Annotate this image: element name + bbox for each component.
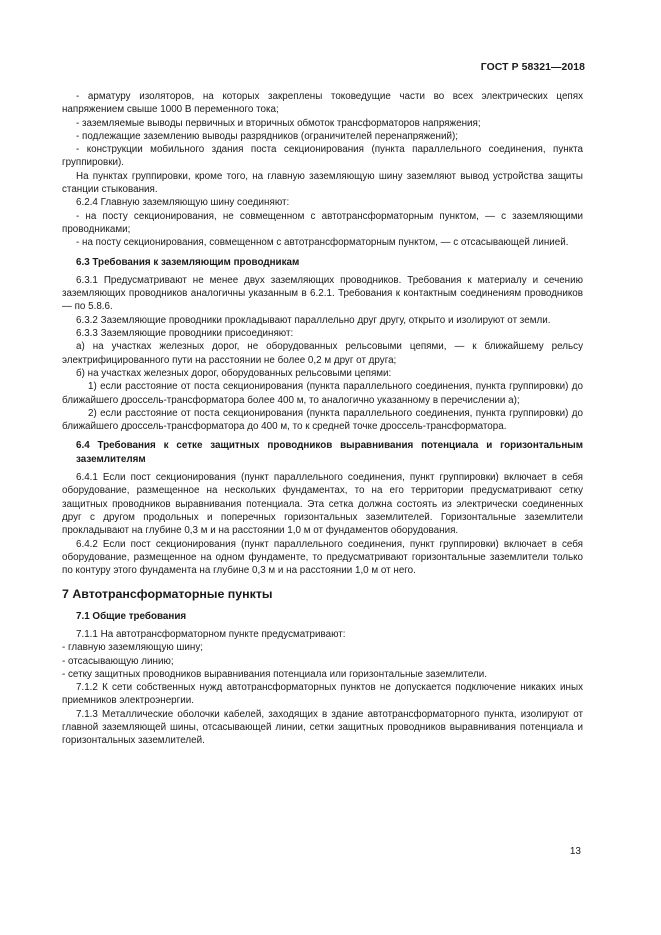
section-heading-6-3: 6.3 Требования к заземляющим проводникам: [76, 256, 300, 268]
list-item: - на посту секционирования, не совмещенном с автотрансформаторным пунктом, — с заземляющими проводниками;: [62, 210, 583, 235]
clause-6-4-2: 6.4.2 Если пост секционирования (пункт параллельного соединения, пункт группировки) включает в себя оборудование, размещенное на одном фундаменте, то предусматривают горизонтальные заземлители только по контуру этого фундамента на глубине 0,3 м и на расстоянии 1,0 м от него.: [62, 538, 583, 577]
clause-6-3-1: 6.3.1 Предусматривают не менее двух заземляющих проводников. Требования к материалу и сечению заземляющих проводников аналогичны указанным в 6.2.1. Требования к контактным соединениям проводников — по 5.8.6.: [62, 274, 583, 313]
list-item: а) на участках железных дорог, не оборудованных рельсовыми цепями, — к ближайшему рельсу электрифицированного пути на расстоянии не более 0,2 м друг от друга;: [62, 341, 583, 366]
list-item: 1) если расстояние от поста секционирования (пункта параллельного соединения, пункта группировки) до ближайшего дроссель-трансформатора более 400 м, то аналогично указанному в перечислении а);: [62, 381, 583, 406]
list-item: б) на участках железных дорог, оборудованных рельсовыми цепями:: [76, 367, 392, 379]
clause-6-2-4: 6.2.4 Главную заземляющую шину соединяют:: [76, 197, 290, 209]
clause-7-1-3: 7.1.3 Металлические оболочки кабелей, заходящих в здание автотрансформаторного пункта, изолируют от главной заземляющей шины, отсасывающей линии, сетки защитных проводников выравнивания потенциала и горизонтальных заземлителей.: [62, 708, 583, 747]
list-item: - сетку защитных проводников выравнивания потенциала или горизонтальные заземлители.: [62, 668, 487, 680]
list-item: - подлежащие заземлению выводы разрядников (ограничителей перенапряжений);: [76, 130, 458, 142]
list-item: - главную заземляющую шину;: [62, 642, 204, 654]
section-heading-7-1: 7.1 Общие требования: [76, 610, 187, 622]
list-item: - заземляемые выводы первичных и вторичных обмоток трансформаторов напряжения;: [76, 117, 481, 129]
page-number: 13: [569, 846, 581, 857]
clause-7-1-1: 7.1.1 На автотрансформаторном пункте предусматривают:: [76, 628, 346, 640]
standard-header: ГОСТ Р 58321—2018: [480, 62, 585, 73]
clause-6-3-2: 6.3.2 Заземляющие проводники прокладывают параллельно друг другу, открыто и изолируют от земли.: [76, 314, 551, 326]
list-item: 2) если расстояние от поста секционирования (пункта параллельного соединения, пункта группировки) до ближайшего дроссель-трансформатора до 400 м, то к средней точке дроссель-трансформатора.: [62, 407, 583, 433]
section-heading-7: 7 Автотрансформаторные пункты: [62, 587, 273, 602]
list-item: - на посту секционирования, совмещенном с автотрансформаторным пунктом, — с отсасывающей линией.: [76, 237, 569, 249]
list-item: - арматуру изоляторов, на которых закреплены токоведущие части во всех электрических цепях напряжением свыше 1000 В переменного тока;: [62, 91, 583, 116]
clause-6-4-1: 6.4.1 Если пост секционирования (пункт параллельного соединения, пункт группировки) включает в себя оборудование, размещенное на нескольких фундаментах, то на его территории предусматривают сетку защитных проводников выравнивания потенциала. Эта сетка должна состоять из электрически соединенных друг с другом продольных и поперечных горизонтальных заземлителей. Горизонтальные заземлители прокладывают на глубине 0,3 м и на расстоянии 1,0 м от фундаментов оборудования.: [62, 472, 583, 537]
paragraph: На пунктах группировки, кроме того, на главную заземляющую шину заземляют вывод устройства защиты станции стыкования.: [62, 170, 583, 196]
list-item: - отсасывающую линию;: [62, 655, 174, 667]
clause-7-1-2: 7.1.2 К сети собственных нужд автотрансформаторных пунктов не допускается подключение никаких иных приемников электроэнергии.: [62, 682, 583, 707]
list-item: - конструкции мобильного здания поста секционирования (пункта параллельного соединения, пункта группировки).: [62, 144, 583, 169]
clause-6-3-3: 6.3.3 Заземляющие проводники присоединяют:: [76, 328, 294, 340]
section-heading-6-4: 6.4 Требования к сетке защитных проводников выравнивания потенциала и горизонтальным заземлителям: [76, 440, 583, 465]
document-body: [62, 90, 583, 748]
